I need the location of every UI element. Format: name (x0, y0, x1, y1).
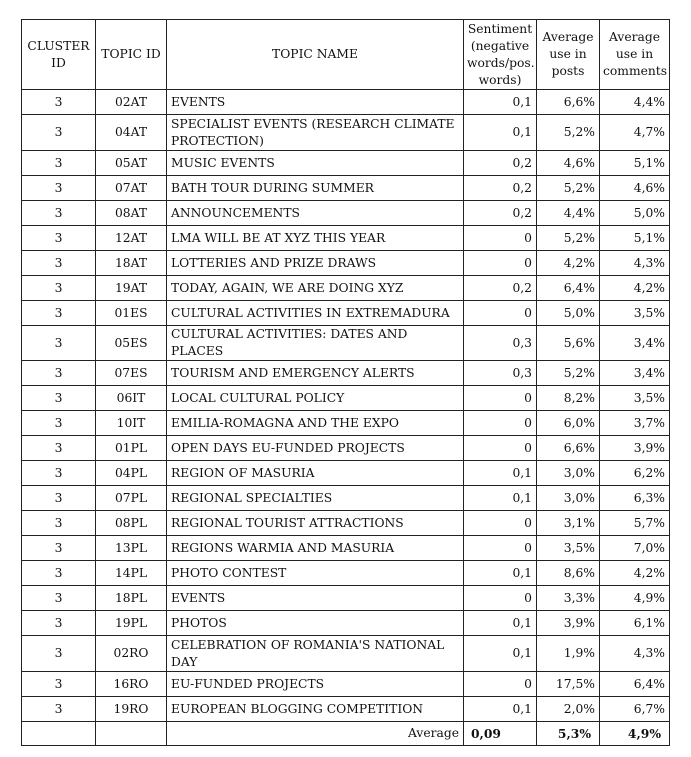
posts-cell: 17,5% (537, 672, 600, 697)
cluster-id-cell: 3 (22, 636, 96, 672)
sentiment-cell: 0,1 (464, 486, 537, 511)
posts-cell: 6,6% (537, 90, 600, 115)
comments-cell: 4,7% (600, 115, 670, 151)
table-row (22, 326, 670, 361)
table-row (22, 461, 670, 486)
topic-name-cell: SPECIALIST EVENTS (RESEARCH CLIMATE PROTECTION) (167, 115, 464, 151)
posts-cell: 4,2% (537, 251, 600, 276)
cluster-id-cell: 3 (22, 611, 96, 636)
posts-cell: 3,5% (537, 536, 600, 561)
comments-cell: 3,4% (600, 361, 670, 386)
posts-cell: 1,9% (537, 636, 600, 672)
comments-cell: 4,9% (600, 586, 670, 611)
sentiment-cell: 0,1 (464, 115, 537, 151)
topic-id-cell: 04PL (96, 461, 167, 486)
sentiment-cell: 0 (464, 536, 537, 561)
topic-id-cell: 19AT (96, 276, 167, 301)
comments-cell: 3,9% (600, 436, 670, 461)
sentiment-cell: 0,1 (464, 90, 537, 115)
posts-cell: 5,2% (537, 176, 600, 201)
topic-name-cell: CELEBRATION OF ROMANIA'S NATIONAL DAY (167, 636, 464, 672)
sentiment-cell: 0,3 (464, 361, 537, 386)
topic-name-cell: PHOTOS (167, 611, 464, 636)
topic-id-cell: 10IT (96, 411, 167, 436)
average-blank-cell (96, 722, 167, 746)
comments-cell: 6,2% (600, 461, 670, 486)
sentiment-cell: 0,2 (464, 276, 537, 301)
posts-cell: 3,9% (537, 611, 600, 636)
topic-id-cell: 13PL (96, 536, 167, 561)
cluster-id-cell: 3 (22, 90, 96, 115)
topic-name-cell: REGIONAL TOURIST ATTRACTIONS (167, 511, 464, 536)
topic-id-cell: 18AT (96, 251, 167, 276)
table-row (22, 672, 670, 697)
table-row (22, 201, 670, 226)
average-comments: 4,9% (600, 722, 670, 746)
comments-cell: 3,5% (600, 301, 670, 326)
table-row (22, 276, 670, 301)
average-row (22, 722, 670, 746)
topic-id-cell: 19RO (96, 697, 167, 722)
comments-cell: 4,2% (600, 561, 670, 586)
posts-cell: 2,0% (537, 697, 600, 722)
topic-name-cell: REGION OF MASURIA (167, 461, 464, 486)
table-row (22, 226, 670, 251)
cluster-id-cell: 3 (22, 226, 96, 251)
average-posts: 5,3% (537, 722, 600, 746)
header-sentiment: Sentiment (negative words/pos. words) (464, 20, 537, 90)
cluster-id-cell: 3 (22, 461, 96, 486)
comments-cell: 4,6% (600, 176, 670, 201)
cluster-id-cell: 3 (22, 486, 96, 511)
topic-name-cell: TOURISM AND EMERGENCY ALERTS (167, 361, 464, 386)
table-row (22, 561, 670, 586)
cluster-id-cell: 3 (22, 251, 96, 276)
table-row (22, 536, 670, 561)
table-row (22, 90, 670, 115)
topic-name-cell: REGIONS WARMIA AND MASURIA (167, 536, 464, 561)
cluster-id-cell: 3 (22, 176, 96, 201)
cluster-id-cell: 3 (22, 672, 96, 697)
topic-id-cell: 14PL (96, 561, 167, 586)
table-row (22, 301, 670, 326)
sentiment-cell: 0 (464, 411, 537, 436)
topic-id-cell: 07ES (96, 361, 167, 386)
topic-name-cell: BATH TOUR DURING SUMMER (167, 176, 464, 201)
header-topic-name: TOPIC NAME (167, 20, 464, 90)
topic-name-cell: LMA WILL BE AT XYZ THIS YEAR (167, 226, 464, 251)
topic-name-cell: EVENTS (167, 90, 464, 115)
topic-table (21, 19, 670, 746)
sentiment-cell: 0 (464, 586, 537, 611)
topic-id-cell: 05AT (96, 151, 167, 176)
header-comments: Average use in comments (600, 20, 670, 90)
topic-name-cell: ANNOUNCEMENTS (167, 201, 464, 226)
posts-cell: 5,6% (537, 326, 600, 361)
table-header (22, 20, 670, 90)
header-topic-id: TOPIC ID (96, 20, 167, 90)
table-row (22, 251, 670, 276)
posts-cell: 8,6% (537, 561, 600, 586)
comments-cell: 5,1% (600, 226, 670, 251)
topic-id-cell: 05ES (96, 326, 167, 361)
cluster-id-cell: 3 (22, 511, 96, 536)
comments-cell: 3,4% (600, 326, 670, 361)
cluster-id-cell: 3 (22, 326, 96, 361)
sentiment-cell: 0,1 (464, 611, 537, 636)
sentiment-cell: 0 (464, 436, 537, 461)
topic-name-cell: MUSIC EVENTS (167, 151, 464, 176)
comments-cell: 5,0% (600, 201, 670, 226)
topic-id-cell: 08AT (96, 201, 167, 226)
table-row (22, 436, 670, 461)
table-row (22, 151, 670, 176)
topic-id-cell: 04AT (96, 115, 167, 151)
cluster-id-cell: 3 (22, 561, 96, 586)
topic-id-cell: 01PL (96, 436, 167, 461)
sentiment-cell: 0,1 (464, 461, 537, 486)
posts-cell: 6,6% (537, 436, 600, 461)
table-row (22, 486, 670, 511)
sentiment-cell: 0,2 (464, 151, 537, 176)
table-row (22, 176, 670, 201)
topic-id-cell: 02AT (96, 90, 167, 115)
sentiment-cell: 0,1 (464, 697, 537, 722)
topic-name-cell: REGIONAL SPECIALTIES (167, 486, 464, 511)
sentiment-cell: 0,3 (464, 326, 537, 361)
table-row (22, 361, 670, 386)
comments-cell: 5,1% (600, 151, 670, 176)
comments-cell: 6,4% (600, 672, 670, 697)
posts-cell: 5,2% (537, 115, 600, 151)
average-sentiment: 0,09 (464, 722, 537, 746)
posts-cell: 8,2% (537, 386, 600, 411)
topic-id-cell: 07AT (96, 176, 167, 201)
cluster-id-cell: 3 (22, 361, 96, 386)
comments-cell: 4,2% (600, 276, 670, 301)
sentiment-cell: 0,1 (464, 636, 537, 672)
posts-cell: 4,6% (537, 151, 600, 176)
topic-name-cell: EVENTS (167, 586, 464, 611)
sentiment-cell: 0 (464, 511, 537, 536)
table-row (22, 115, 670, 151)
posts-cell: 3,3% (537, 586, 600, 611)
table-row (22, 511, 670, 536)
posts-cell: 3,0% (537, 461, 600, 486)
posts-cell: 4,4% (537, 201, 600, 226)
posts-cell: 5,2% (537, 361, 600, 386)
topic-id-cell: 02RO (96, 636, 167, 672)
posts-cell: 3,1% (537, 511, 600, 536)
posts-cell: 3,0% (537, 486, 600, 511)
comments-cell: 4,3% (600, 251, 670, 276)
cluster-id-cell: 3 (22, 436, 96, 461)
topic-id-cell: 01ES (96, 301, 167, 326)
sentiment-cell: 0,1 (464, 561, 537, 586)
table-row (22, 411, 670, 436)
topic-id-cell: 16RO (96, 672, 167, 697)
topic-id-cell: 12AT (96, 226, 167, 251)
topic-name-cell: OPEN DAYS EU-FUNDED PROJECTS (167, 436, 464, 461)
topic-id-cell: 07PL (96, 486, 167, 511)
posts-cell: 6,0% (537, 411, 600, 436)
topic-id-cell: 08PL (96, 511, 167, 536)
posts-cell: 5,2% (537, 226, 600, 251)
topic-name-cell: TODAY, AGAIN, WE ARE DOING XYZ (167, 276, 464, 301)
comments-cell: 7,0% (600, 536, 670, 561)
table-row (22, 611, 670, 636)
sentiment-cell: 0,2 (464, 201, 537, 226)
comments-cell: 4,4% (600, 90, 670, 115)
topic-name-cell: LOTTERIES AND PRIZE DRAWS (167, 251, 464, 276)
topic-name-cell: CULTURAL ACTIVITIES: DATES AND PLACES (167, 326, 464, 361)
topic-name-cell: EU-FUNDED PROJECTS (167, 672, 464, 697)
sentiment-cell: 0,2 (464, 176, 537, 201)
topic-name-cell: PHOTO CONTEST (167, 561, 464, 586)
cluster-id-cell: 3 (22, 276, 96, 301)
cluster-id-cell: 3 (22, 115, 96, 151)
comments-cell: 6,7% (600, 697, 670, 722)
cluster-id-cell: 3 (22, 411, 96, 436)
topic-name-cell: EMILIA-ROMAGNA AND THE EXPO (167, 411, 464, 436)
table-row (22, 636, 670, 672)
sentiment-cell: 0 (464, 386, 537, 411)
cluster-id-cell: 3 (22, 301, 96, 326)
posts-cell: 6,4% (537, 276, 600, 301)
sentiment-cell: 0 (464, 226, 537, 251)
comments-cell: 5,7% (600, 511, 670, 536)
cluster-id-cell: 3 (22, 201, 96, 226)
average-label: Average (167, 722, 464, 746)
cluster-id-cell: 3 (22, 697, 96, 722)
table-row (22, 697, 670, 722)
table-row (22, 586, 670, 611)
header-cluster-id: CLUSTER ID (22, 20, 96, 90)
cluster-id-cell: 3 (22, 536, 96, 561)
topic-name-cell: CULTURAL ACTIVITIES IN EXTREMADURA (167, 301, 464, 326)
table-row (22, 386, 670, 411)
cluster-id-cell: 3 (22, 386, 96, 411)
comments-cell: 3,7% (600, 411, 670, 436)
table-body (22, 90, 670, 722)
topic-name-cell: LOCAL CULTURAL POLICY (167, 386, 464, 411)
sentiment-cell: 0 (464, 251, 537, 276)
cluster-id-cell: 3 (22, 151, 96, 176)
sentiment-cell: 0 (464, 672, 537, 697)
cluster-id-cell: 3 (22, 586, 96, 611)
sentiment-cell: 0 (464, 301, 537, 326)
posts-cell: 5,0% (537, 301, 600, 326)
average-blank-cell (22, 722, 96, 746)
comments-cell: 6,1% (600, 611, 670, 636)
comments-cell: 6,3% (600, 486, 670, 511)
topic-id-cell: 18PL (96, 586, 167, 611)
comments-cell: 4,3% (600, 636, 670, 672)
topic-id-cell: 06IT (96, 386, 167, 411)
topic-id-cell: 19PL (96, 611, 167, 636)
header-posts: Average use in posts (537, 20, 600, 90)
topic-name-cell: EUROPEAN BLOGGING COMPETITION (167, 697, 464, 722)
comments-cell: 3,5% (600, 386, 670, 411)
